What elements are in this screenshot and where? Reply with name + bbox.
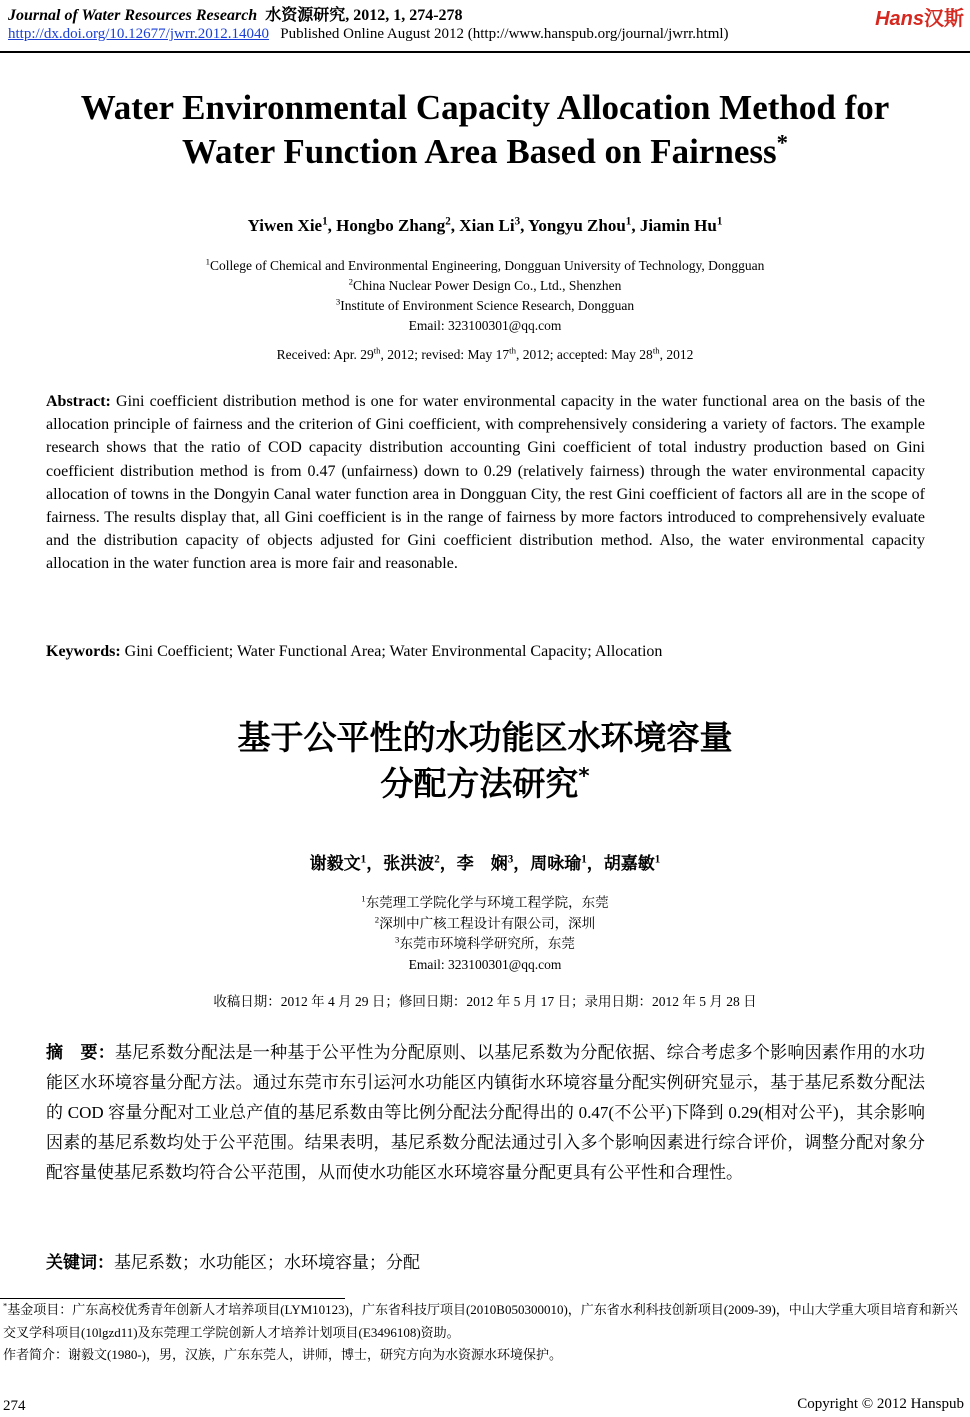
logo-cn: 汉斯 — [924, 8, 964, 30]
aff-text: College of Chemical and Environmental Engineering, Dongguan University of Technology, Dongguan — [210, 258, 765, 273]
affiliation — [0, 296, 970, 316]
keywords — [46, 643, 662, 661]
recv-b: , 2012; revised: May 17 — [380, 347, 510, 362]
cn-affiliation — [0, 893, 970, 914]
author-sep: , — [520, 216, 528, 235]
recv-sup: th — [509, 345, 516, 356]
cn-title-mark: * — [578, 764, 590, 789]
author-sep: , — [631, 216, 640, 235]
author-sup: 3 — [514, 215, 521, 228]
footnotes — [3, 1299, 968, 1367]
author-sep: , — [327, 216, 337, 235]
published-info: Published Online August 2012 (http://www.hanspub.org/journal/jwrr.html) — [280, 26, 729, 42]
author-sep: , — [450, 216, 460, 235]
author-name: 李 娴 — [456, 854, 508, 873]
aff-text: Institute of Environment Science Research, Dongguan — [340, 298, 635, 313]
cn-affiliation — [0, 934, 970, 955]
cn-title — [0, 715, 970, 807]
page-number: 274 — [3, 1398, 26, 1414]
author-sep: ， — [439, 854, 457, 873]
recv-sup: th — [373, 345, 381, 356]
author-sup: 1 — [625, 215, 632, 228]
author-name: Yiwen Xie — [247, 216, 323, 235]
cn-dates: 收稿日期：2012 年 4 月 29 日；修回日期：2012 年 5 月 17 日；录用日期：2012 年 5 月 28 日 — [213, 994, 757, 1009]
title-line2-text: Water Function Area Based on Fairness — [181, 132, 777, 171]
aff-text: 东莞理工学院化学与环境工程学院，东莞 — [365, 895, 609, 910]
fund-note — [3, 1299, 968, 1344]
cn-abstract — [46, 1038, 925, 1188]
journal-header — [8, 2, 463, 25]
journal-citation: 水资源研究, 2012, 1, 274-278 — [265, 7, 463, 24]
keywords-label: Keywords: — [46, 643, 121, 660]
recv-a: Received: Apr. 29 — [276, 347, 374, 362]
author-sep: ， — [513, 854, 531, 873]
author-sep: ， — [586, 854, 604, 873]
author-sup: 1 — [360, 853, 367, 866]
author-sup: 1 — [322, 215, 328, 228]
aff-text: 东莞市环境科学研究所，东莞 — [399, 936, 575, 951]
aff-sup: 2 — [374, 914, 380, 924]
author-name: Xian Li — [459, 216, 515, 235]
paper-title — [0, 86, 970, 174]
received-dates — [0, 347, 970, 363]
hans-logo — [875, 2, 964, 31]
logo-en: Hans — [875, 8, 924, 30]
copyright: Copyright © 2012 Hanspub — [797, 1396, 964, 1412]
author-sup: 1 — [654, 853, 661, 866]
aff-text: 深圳中广核工程设计有限公司，深圳 — [379, 915, 596, 931]
abstract-label: Abstract: — [46, 393, 111, 410]
cn-keywords-text: 基尼系数；水功能区；水环境容量；分配 — [114, 1253, 420, 1272]
cn-title-line1: 基于公平性的水功能区水环境容量 — [237, 718, 733, 757]
author-name: 周咏瑜 — [530, 854, 582, 873]
author-sup: 1 — [581, 853, 587, 866]
aff-sup: 2 — [348, 276, 353, 287]
cn-title-line2 — [0, 761, 970, 807]
author-sup: 2 — [434, 853, 440, 866]
title-mark: * — [776, 130, 789, 156]
author-list — [0, 216, 970, 236]
recv-c: , 2012; accepted: May 28 — [515, 347, 653, 362]
author-sup: 3 — [507, 853, 514, 866]
affiliations — [0, 256, 970, 336]
aff-text: China Nuclear Power Design Co., Ltd., Shenzhen — [352, 278, 622, 293]
cn-abstract-text: 基尼系数分配法是一种基于公平性为分配原则、以基尼系数为分配依据、综合考虑多个影响因素作用的水功能区水环境容量分配方法。通过东莞市东引运河水功能区内镇街水环境容量分配实例研究显示，基于基尼系数分配法的 COD 容量分配对工业总产值的基尼系数由等比例分配法分配得出的 0.47(不公平)下降到 0.29(相对公平)，其余影响因素的基尼系数均处于公平范围。结果表明，基尼系数分配法通过引入多个影响因素进行综合评价，调整分配对象分配容量使基尼系数均符合公平范围，从而使水功能区水环境容量分配更具有公平性和合理性。 — [46, 1043, 926, 1182]
author-name: Hongbo Zhang — [336, 216, 446, 235]
author-name: 胡嘉敏 — [603, 854, 655, 873]
title-line1: Water Environmental Capacity Allocation Method for — [80, 88, 890, 127]
author-name: Jiamin Hu — [639, 216, 717, 235]
cn-abstract-label: 摘 要： — [46, 1043, 115, 1062]
author-name: 张洪波 — [383, 854, 435, 873]
abstract-text: Gini coefficient distribution method is one for water environmental capacity in the water functional area on the basis of the allocation principle of fairness and the criterion of Gini coefficient, with comprehensively considering a variety of factors. The example research shows that the ratio of COD capacity distribution accounting Gini coefficient of total industry production based on Gini coefficient distribution method is from 0.47 (unfairness) down to 0.29 (relatively fairness) through the water environmental capacity allocation of towns in the Dongyin Canal water function area in Dongguan City, the rest Gini coefficient of factors all are in the scope of fairness. The results display that, all Gini coefficient is in the range of fairness by more factors introduced to comprehensively evaluate and the distribution capacity of objects adjusted for Gini coefficient distribution method. Also, the water environmental capacity allocation in the water function area is more fair and reasonable. — [46, 393, 925, 573]
cn-keywords — [46, 1248, 420, 1273]
email: Email: 323100301@qq.com — [408, 318, 562, 333]
author-sup: 1 — [716, 215, 723, 228]
aff-sup: 1 — [361, 893, 366, 904]
author-note: 作者简介：谢毅文(1980-)，男，汉族，广东东莞人，讲师，博士，研究方向为水资源水环境保护。 — [3, 1347, 562, 1362]
cn-title-line2-text: 分配方法研究 — [380, 764, 579, 803]
aff-sup: 3 — [335, 296, 341, 307]
cn-author-list — [0, 849, 970, 874]
recv-d: , 2012 — [659, 347, 694, 362]
abstract — [46, 390, 925, 576]
fund-mark: * — [3, 1300, 8, 1311]
author-sep: ， — [366, 854, 384, 873]
cn-affiliations — [0, 893, 970, 975]
affiliation — [0, 276, 970, 296]
fund-text: 基金项目：广东高校优秀青年创新人才培养项目(LYM10123)，广东省科技厅项目(2010B050300010)，广东省水利科技创新项目(2009-39)，中山大学重大项目培育和新兴交叉学科项目(10lgzd11)及东莞理工学院创新人才培养计划项目(E3496108)资助。 — [3, 1302, 958, 1340]
title-line2 — [0, 130, 970, 174]
aff-sup: 1 — [205, 256, 211, 267]
journal-name: Journal of Water Resources Research — [8, 7, 258, 24]
recv-sup: th — [652, 345, 660, 356]
aff-sup: 3 — [395, 934, 400, 945]
header-line2 — [8, 26, 729, 43]
cn-affiliation — [0, 914, 970, 935]
header-rule — [0, 51, 970, 53]
affiliation — [0, 256, 970, 276]
author-sup: 2 — [445, 215, 451, 228]
author-name: 谢毅文 — [309, 854, 361, 873]
author-name: Yongyu Zhou — [527, 216, 626, 235]
doi-link[interactable]: http://dx.doi.org/10.12677/jwrr.2012.14040 — [8, 26, 269, 42]
cn-email: Email: 323100301@qq.com — [408, 956, 562, 972]
cn-keywords-label: 关键词： — [46, 1253, 114, 1272]
keywords-text: Gini Coefficient; Water Functional Area; Water Environmental Capacity; Allocation — [124, 643, 663, 660]
